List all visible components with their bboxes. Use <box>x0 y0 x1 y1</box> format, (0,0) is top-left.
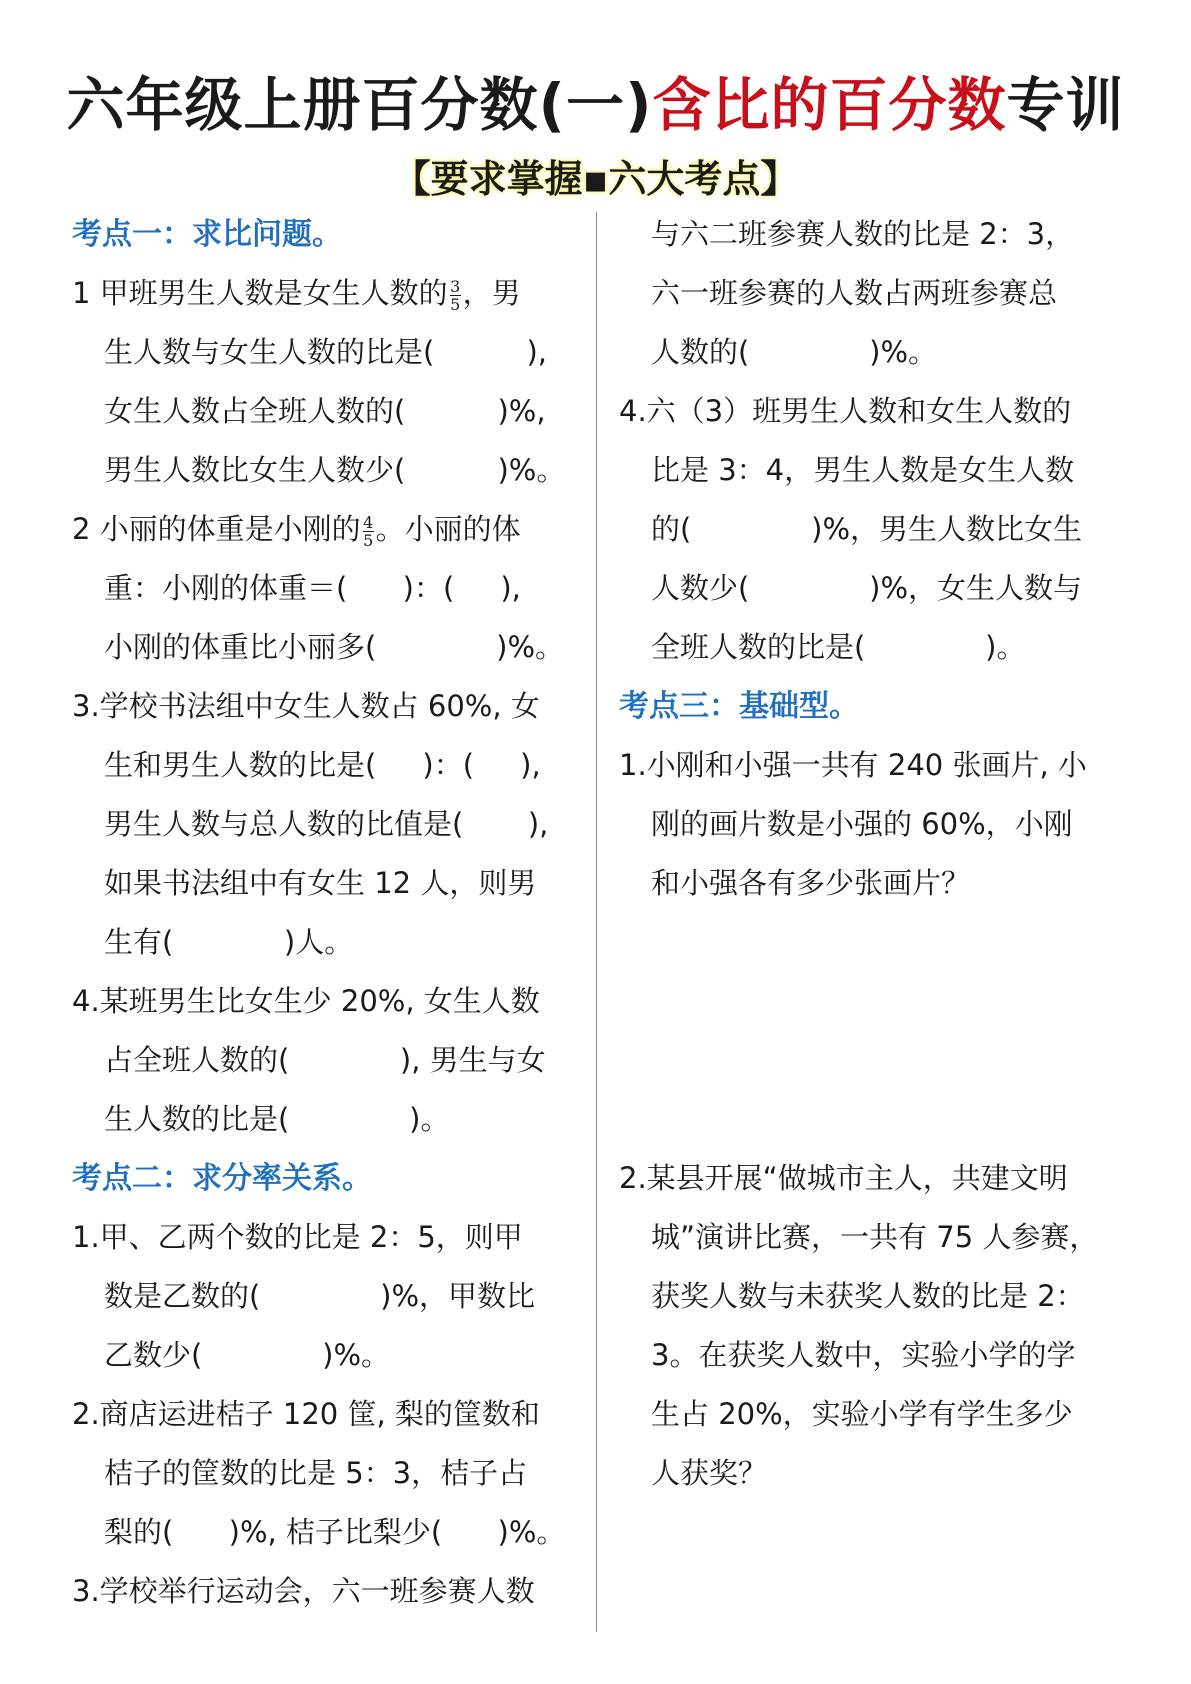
fraction-denominator: 5 <box>450 294 461 314</box>
question-continuation: 数是乙数的( )%，甲数比 <box>104 1279 536 1313</box>
title-highlight: 含比的百分数 <box>652 71 1007 139</box>
question-continuation: 获奖人数与未获奖人数的比是 2： <box>651 1279 1085 1313</box>
question-continuation: 乙数少( )%。 <box>104 1338 391 1372</box>
question-text: 1 甲班男生人数是女生人数的 <box>72 276 448 310</box>
section-heading: 考点一：求比问题。 <box>72 217 342 252</box>
question-text: ，男 <box>462 276 521 310</box>
subtitle-text: 【要求掌握▪六大考点】 <box>392 157 799 201</box>
question-continuation: 生人数的比是( )。 <box>104 1102 450 1136</box>
question-continuation: 3。在获奖人数中，实验小学的学 <box>651 1338 1076 1372</box>
question-line: 1.甲、乙两个数的比是 2：5，则甲 <box>72 1220 523 1254</box>
fraction <box>363 514 374 549</box>
fraction-numerator: 4 <box>363 512 374 532</box>
question-continuation: 刚的画片数是小强的 60%，小刚 <box>651 807 1073 841</box>
answer-space <box>619 1090 1139 1149</box>
question-line <box>72 264 592 323</box>
question-continuation: 女生人数占全班人数的( )%, <box>104 394 546 428</box>
question-continuation: 城”演讲比赛，一共有 75 人参赛， <box>651 1220 1099 1254</box>
subtitle <box>0 148 1191 203</box>
question-continuation: 生有( )人。 <box>104 925 354 959</box>
question-continuation: 生占 20%，实验小学有学生多少 <box>651 1397 1073 1431</box>
question-continuation: 占全班人数的( ), 男生与女 <box>104 1043 546 1077</box>
title-part-3: 专训 <box>1006 71 1125 139</box>
section-heading: 考点三：基础型。 <box>619 689 859 724</box>
question-line: 4.某班男生比女生少 20%, 女生人数 <box>72 984 540 1018</box>
question-continuation: 小刚的体重比小丽多( )%。 <box>104 630 565 664</box>
answer-space <box>619 1031 1139 1090</box>
question-continuation: 和小强各有多少张画片？ <box>651 866 971 900</box>
question-continuation: 重：小刚的体重＝( )：( ), <box>104 571 521 605</box>
question-text: 2 小丽的体重是小刚的 <box>72 512 361 546</box>
question-continuation: 生和男生人数的比是( )：( ), <box>104 748 541 782</box>
title-part-1: 六年级上册百分数(一) <box>66 71 653 139</box>
question-continuation: 人数的( )%。 <box>651 335 938 369</box>
question-line: 3.学校举行运动会，六一班参赛人数 <box>72 1574 535 1608</box>
question-continuation: 桔子的筐数的比是 5：3，桔子占 <box>104 1456 528 1490</box>
answer-space <box>619 972 1139 1031</box>
question-continuation: 人获奖？ <box>651 1456 768 1490</box>
question-line: 3.学校书法组中女生人数占 60%, 女 <box>72 689 540 723</box>
question-line: 2.某县开展“做城市主人，共建文明 <box>619 1161 1068 1195</box>
question-line: 1.小刚和小强一共有 240 张画片, 小 <box>619 748 1087 782</box>
left-column <box>72 205 592 1621</box>
question-text: 。小丽的体 <box>375 512 521 546</box>
question-line: 2.商店运进桔子 120 筐, 梨的筐数和 <box>72 1397 540 1431</box>
fraction <box>450 278 461 313</box>
question-continuation: 比是 3：4，男生人数是女生人数 <box>651 453 1075 487</box>
question-continuation: 生人数与女生人数的比是( ), <box>104 335 548 369</box>
fraction-numerator: 3 <box>450 276 461 296</box>
question-continuation: 男生人数与总人数的比值是( ), <box>104 807 549 841</box>
column-divider <box>596 212 597 1632</box>
question-continuation: 全班人数的比是( )。 <box>651 630 1026 664</box>
question-continuation: 的( )%，男生人数比女生 <box>651 512 1083 546</box>
question-line: 4.六（3）班男生人数和女生人数的 <box>619 394 1072 428</box>
question-continuation: 与六二班参赛人数的比是 2：3， <box>651 217 1075 251</box>
answer-space <box>619 913 1139 972</box>
right-column <box>619 205 1139 1503</box>
question-continuation: 男生人数比女生人数少( )%。 <box>104 453 566 487</box>
question-continuation: 人数少( )%，女生人数与 <box>651 571 1083 605</box>
question-line <box>72 500 592 559</box>
question-continuation: 梨的( )%, 桔子比梨少( )%。 <box>104 1515 566 1549</box>
question-continuation: 如果书法组中有女生 12 人，则男 <box>104 866 537 900</box>
page-title <box>0 58 1191 142</box>
section-heading: 考点二：求分率关系。 <box>72 1161 372 1196</box>
question-continuation: 六一班参赛的人数占两班参赛总 <box>651 276 1058 310</box>
fraction-denominator: 5 <box>363 530 374 550</box>
